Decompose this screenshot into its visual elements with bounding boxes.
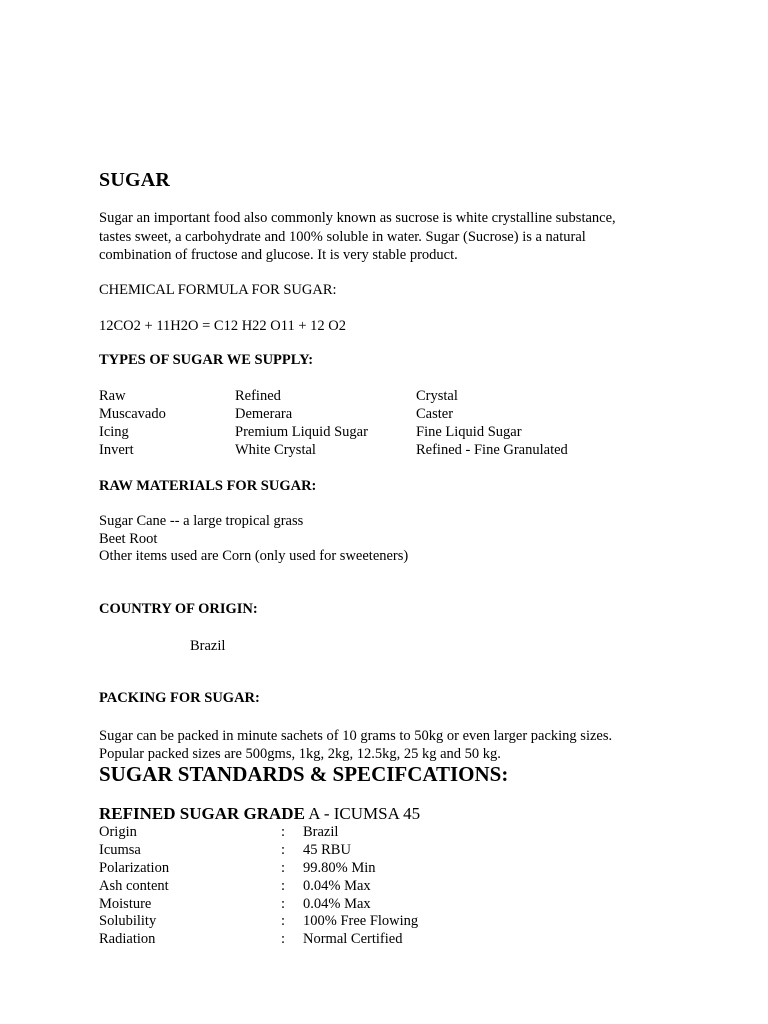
types-cell: Caster	[416, 406, 454, 422]
types-cell: Fine Liquid Sugar	[416, 424, 522, 440]
origin-value: Brazil	[190, 638, 226, 654]
raw-material-item: Sugar Cane -- a large tropical grass	[99, 513, 304, 529]
spec-separator: :	[281, 895, 286, 912]
spec-value: 45 RBU	[303, 841, 351, 858]
intro-line: combination of fructose and glucose. It is very stable product.	[99, 247, 458, 263]
spec-key: Polarization	[99, 859, 170, 876]
intro-line: Sugar an important food also commonly known as sucrose is white crystalline substance,	[99, 210, 616, 226]
types-cell: Raw	[99, 388, 126, 404]
types-cell: Muscavado	[99, 406, 166, 422]
packing-paragraph	[99, 727, 612, 763]
chemical-formula: 12CO2 + 11H2O = C12 H22 O11 + 12 O2	[99, 318, 347, 334]
packing-heading: PACKING FOR SUGAR:	[99, 690, 260, 706]
spec-value: Brazil	[303, 824, 339, 840]
types-cell: Crystal	[416, 388, 458, 404]
spec-key: Solubility	[99, 913, 157, 930]
raw-material-item: Beet Root	[99, 530, 158, 547]
spec-value: Normal Certified	[303, 931, 403, 948]
packing-line: Popular packed sizes are 500gms, 1kg, 2kg, 12.5kg, 25 kg and 50 kg.	[99, 746, 501, 762]
raw-materials-list	[99, 513, 408, 566]
spec-key: Icumsa	[99, 841, 141, 858]
spec-separator: :	[281, 859, 286, 876]
chemical-formula-heading: CHEMICAL FORMULA FOR SUGAR:	[99, 282, 337, 298]
types-cell: Refined - Fine Granulated	[416, 442, 568, 458]
document-title: SUGAR	[99, 169, 171, 191]
spec-separator: :	[281, 913, 286, 930]
spec-value: 0.04% Max	[303, 895, 371, 912]
spec-separator: :	[281, 841, 286, 858]
intro-line: tastes sweet, a carbohydrate and 100% soluble in water. Sugar (Sucrose) is a natural	[99, 228, 586, 245]
grade-title-bold: REFINED SUGAR GRADE	[99, 804, 305, 823]
spec-key: Radiation	[99, 931, 156, 948]
spec-key: Moisture	[99, 895, 152, 912]
spec-key: Origin	[99, 824, 137, 840]
types-cell: Icing	[99, 424, 129, 440]
types-cell: Refined	[235, 388, 281, 404]
types-cell: Premium Liquid Sugar	[235, 424, 368, 440]
spec-key: Ash content	[99, 877, 169, 894]
spec-separator: :	[281, 931, 286, 948]
grade-title	[99, 804, 420, 824]
types-cell: Demerara	[235, 406, 293, 422]
spec-separator: :	[281, 824, 286, 840]
spec-value: 100% Free Flowing	[303, 913, 419, 930]
spec-value: 99.80% Min	[303, 859, 376, 876]
origin-heading: COUNTRY OF ORIGIN:	[99, 601, 258, 617]
grade-title-rest: A - ICUMSA 45	[304, 804, 421, 823]
types-heading: TYPES OF SUGAR WE SUPPLY:	[99, 352, 314, 368]
types-cell: White Crystal	[235, 442, 316, 458]
spec-separator: :	[281, 877, 286, 894]
raw-material-item: Other items used are Corn (only used for sweeteners)	[99, 548, 409, 564]
standards-heading: SUGAR STANDARDS & SPECIFCATIONS:	[99, 762, 509, 786]
intro-paragraph	[99, 209, 659, 265]
packing-line: Sugar can be packed in minute sachets of 10 grams to 50kg or even larger packing sizes.	[99, 728, 613, 744]
types-cell: Invert	[99, 442, 134, 458]
raw-materials-heading: RAW MATERIALS FOR SUGAR:	[99, 478, 317, 494]
spec-value: 0.04% Max	[303, 877, 371, 894]
